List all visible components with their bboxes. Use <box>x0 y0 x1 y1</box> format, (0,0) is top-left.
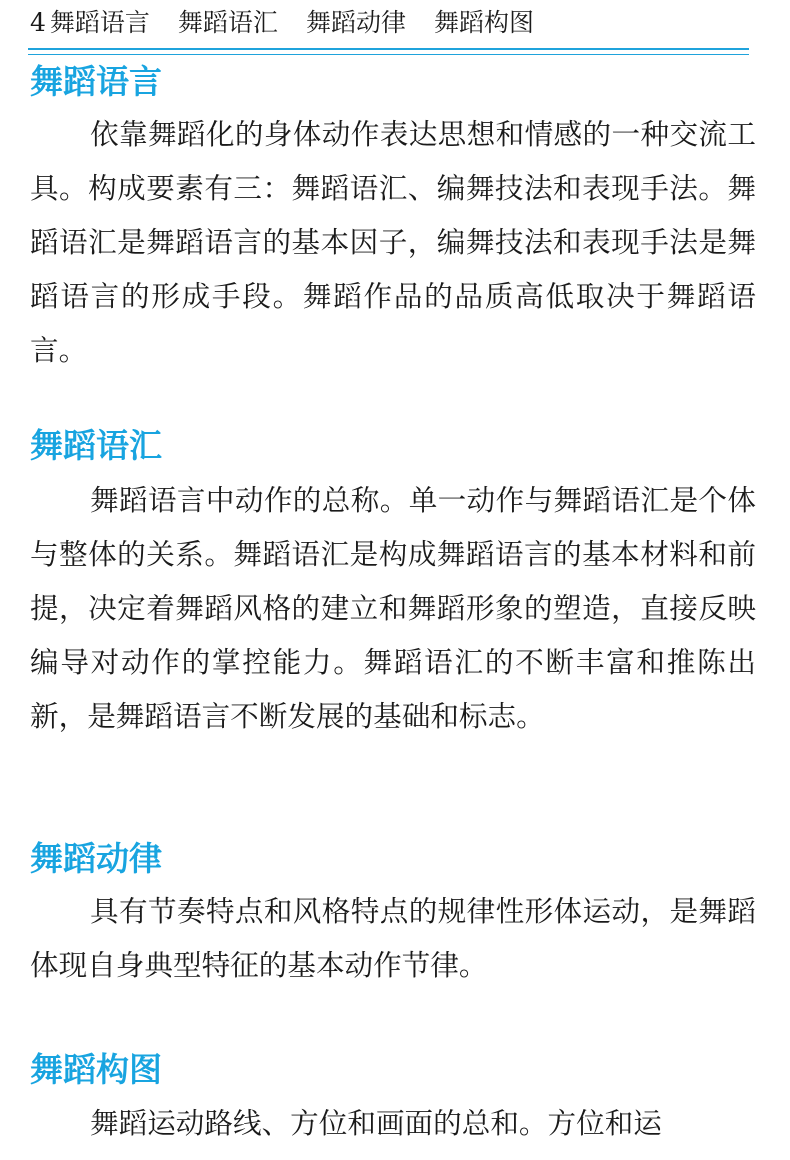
header-term: 舞蹈构图 <box>433 8 534 37</box>
entry-body: 具有节奏特点和风格特点的规律性形体运动，是舞蹈体现自身典型特征的基本动作节律。 <box>30 894 756 982</box>
entry-title: 舞蹈构图 <box>30 1050 162 1089</box>
entry-body: 舞蹈运动路线、方位和画面的总和。方位和运 <box>90 1106 662 1140</box>
entry-title: 舞蹈动律 <box>30 839 162 878</box>
running-header <box>30 6 562 40</box>
header-rule-thin <box>28 54 749 55</box>
entry-body: 舞蹈语言中动作的总称。单一动作与舞蹈语汇是个体与整体的关系。舞蹈语汇是构成舞蹈语言的基本材料和前提，决定着舞蹈风格的建立和舞蹈形象的塑造，直接反映编导对动作的掌控能力。舞蹈语汇的不断丰富和推陈出新，是舞蹈语言不断发展的基础和标志。 <box>30 483 756 733</box>
page-number: 4 <box>30 8 46 37</box>
entry-title: 舞蹈语言 <box>30 62 162 101</box>
header-rule <box>28 48 749 50</box>
entry-body: 依靠舞蹈化的身体动作表达思想和情感的一种交流工具。构成要素有三：舞蹈语汇、编舞技法和表现手法。舞蹈语汇是舞蹈语言的基本因子，编舞技法和表现手法是舞蹈语言的形成手段。舞蹈作品的品质高低取决于舞蹈语言。 <box>30 117 756 367</box>
header-term: 舞蹈语汇 <box>177 8 278 37</box>
header-term: 舞蹈动律 <box>305 8 406 37</box>
header-term: 舞蹈语言 <box>49 8 150 37</box>
entry-title: 舞蹈语汇 <box>30 426 162 465</box>
